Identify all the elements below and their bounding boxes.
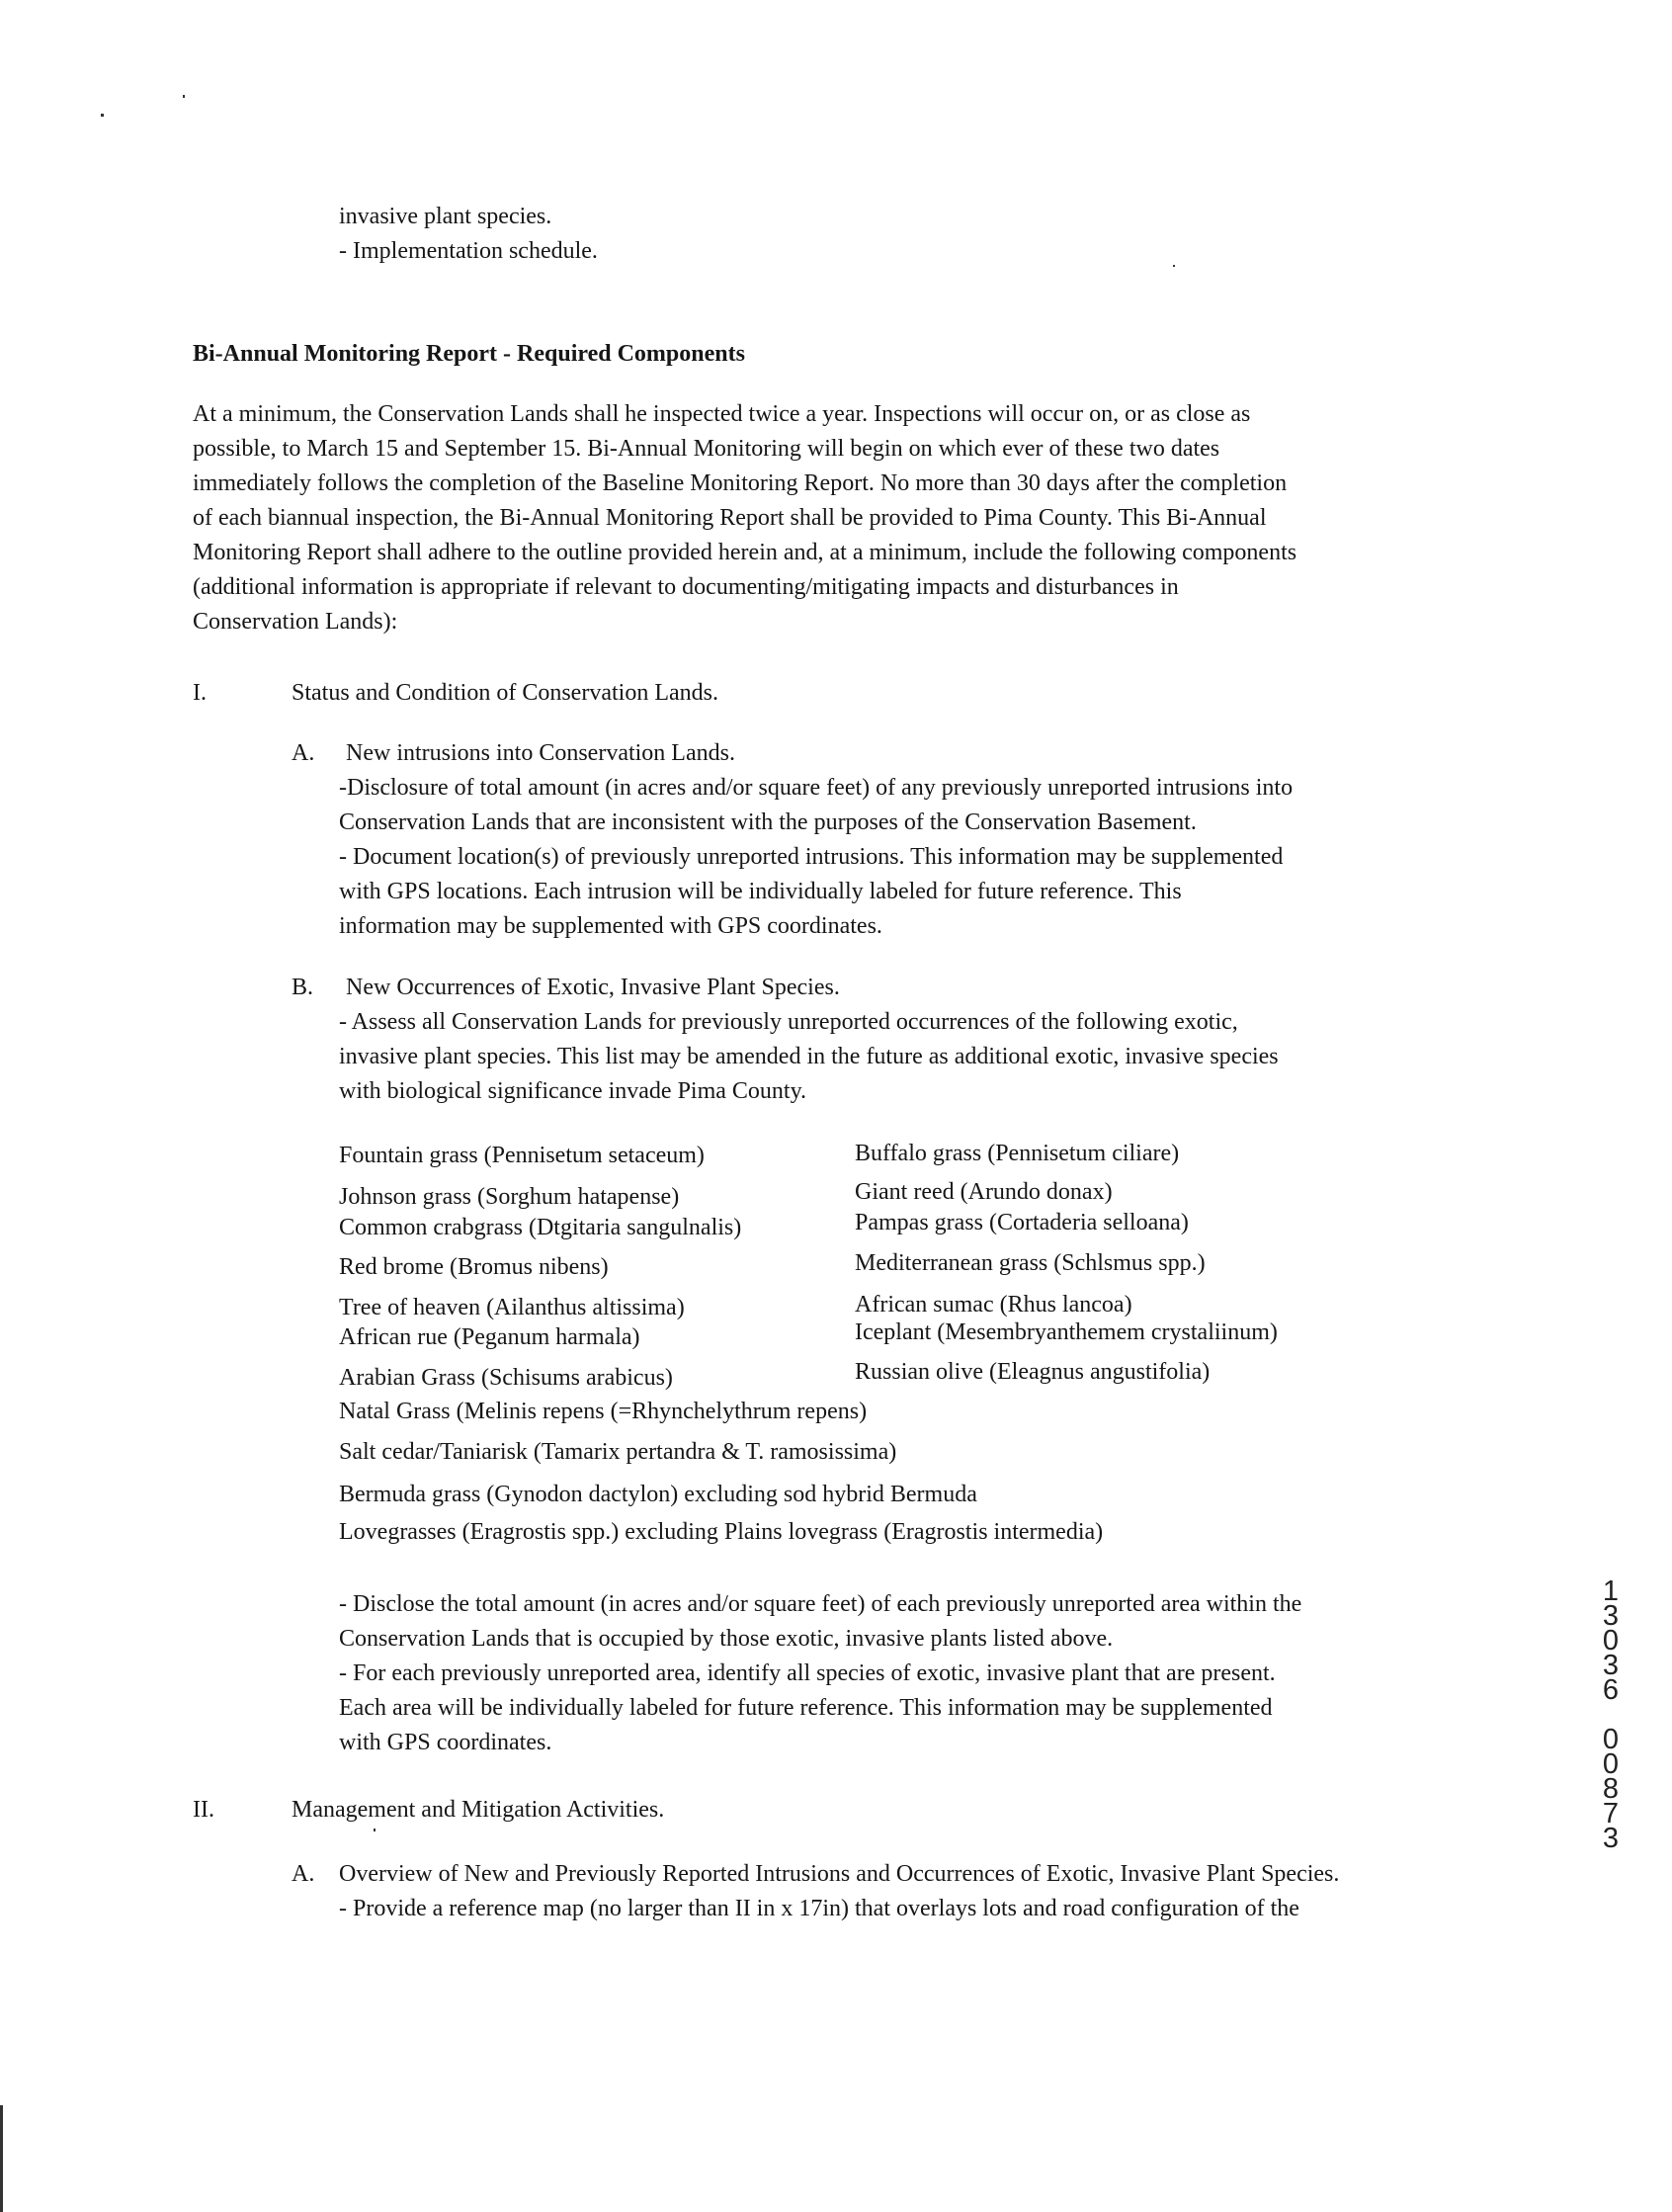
continuation-line: - Implementation schedule.: [339, 238, 598, 264]
species-item: Buffalo grass (Pennisetum ciliare): [855, 1141, 1180, 1166]
section-number: II.: [193, 1797, 214, 1823]
intro-line: (additional information is appropriate if relevant to documenting/mitigating impacts and disturbances in: [193, 574, 1179, 600]
species-item: Natal Grass (Melinis repens (=Rhynchelythrum repens): [339, 1399, 868, 1424]
body-line: Conservation Lands that are inconsistent with the purposes of the Conservation Basement.: [339, 809, 1197, 835]
intro-line: of each biannual inspection, the Bi-Annual Monitoring Report shall be provided to Pima County. This Bi-Annual: [193, 505, 1267, 531]
body-line: - Assess all Conservation Lands for previously unreported occurrences of the following exotic,: [339, 1009, 1238, 1035]
document-number-digit: 8: [1602, 1773, 1620, 1805]
body-line: with GPS locations. Each intrusion will be individually labeled for future reference. This: [339, 879, 1182, 904]
document-number-digit: 7: [1602, 1798, 1620, 1829]
body-line: -Disclosure of total amount (in acres and/or square feet) of any previously unreported intrusions into: [339, 775, 1294, 801]
species-item: Arabian Grass (Schisums arabicus): [339, 1365, 673, 1391]
intro-line: possible, to March 15 and September 15. Bi-Annual Monitoring will begin on which ever of these two dates: [193, 436, 1220, 462]
intro-line: Conservation Lands):: [193, 609, 398, 635]
species-item: Red brome (Bromus nibens): [339, 1254, 609, 1280]
section-title: Management and Mitigation Activities.: [292, 1797, 665, 1823]
body-line: information may be supplemented with GPS coordinates.: [339, 913, 882, 939]
subsection-letter: B.: [292, 975, 314, 1000]
species-item: Iceplant (Mesembryanthemem crystaliinum): [855, 1319, 1278, 1345]
species-item: Lovegrasses (Eragrostis spp.) excluding Plains lovegrass (Eragrostis intermedia): [339, 1519, 1104, 1545]
document-number-digit: 3: [1602, 1823, 1620, 1854]
scan-speck: [1173, 265, 1175, 267]
continuation-line: invasive plant species.: [339, 204, 552, 229]
species-item: Common crabgrass (Dtgitaria sangulnalis): [339, 1215, 742, 1240]
subsection-letter: A.: [292, 740, 315, 766]
scan-speck: [374, 1829, 376, 1831]
intro-line: immediately follows the completion of the Baseline Monitoring Report. No more than 30 days after the completion: [193, 470, 1288, 496]
body-line: with GPS coordinates.: [339, 1730, 552, 1755]
species-item: Pampas grass (Cortaderia selloana): [855, 1210, 1189, 1235]
species-item: Giant reed (Arundo donax): [855, 1179, 1113, 1205]
subsection-title: New Occurrences of Exotic, Invasive Plant Species.: [346, 975, 840, 1000]
body-line: - Provide a reference map (no larger than II in x 17in) that overlays lots and road configuration of the: [339, 1896, 1299, 1921]
body-line: with biological significance invade Pima County.: [339, 1078, 807, 1104]
body-line: invasive plant species. This list may be amended in the future as additional exotic, invasive species: [339, 1044, 1279, 1069]
document-number-digit: 6: [1602, 1674, 1620, 1706]
document-number-digit: 3: [1602, 1600, 1620, 1632]
subsection-title: Overview of New and Previously Reported Intrusions and Occurrences of Exotic, Invasive Plant Species.: [339, 1861, 1340, 1887]
intro-line: Monitoring Report shall adhere to the outline provided herein and, at a minimum, include the following components: [193, 540, 1297, 565]
document-number-digit: 0: [1602, 1724, 1620, 1755]
body-line: - Document location(s) of previously unreported intrusions. This information may be supplemented: [339, 844, 1284, 870]
body-line: - For each previously unreported area, identify all species of exotic, invasive plant that are present.: [339, 1660, 1276, 1686]
document-number-digit: 0: [1602, 1748, 1620, 1780]
species-item: Salt cedar/Taniarisk (Tamarix pertandra & T. ramosissima): [339, 1439, 897, 1465]
species-item: African rue (Peganum harmala): [339, 1324, 640, 1350]
species-item: Fountain grass (Pennisetum setaceum): [339, 1143, 705, 1168]
species-item: Johnson grass (Sorghum hatapense): [339, 1184, 680, 1210]
subsection-letter: A.: [292, 1861, 315, 1887]
document-number-digit: 3: [1602, 1650, 1620, 1681]
species-item: Mediterranean grass (Schlsmus spp.): [855, 1250, 1206, 1276]
species-item: Russian olive (Eleagnus angustifolia): [855, 1359, 1211, 1385]
section-number: I.: [193, 680, 207, 706]
scan-speck: [183, 95, 185, 98]
species-item: African sumac (Rhus lancoa): [855, 1292, 1132, 1318]
section-title: Status and Condition of Conservation Lands.: [292, 680, 718, 706]
scan-speck: [101, 114, 104, 117]
document-number-digit: 0: [1602, 1625, 1620, 1657]
intro-line: At a minimum, the Conservation Lands shall he inspected twice a year. Inspections will occur on, or as close as: [193, 401, 1251, 427]
document-number: [1596, 1575, 1626, 1854]
document-number-digit: 1: [1602, 1575, 1620, 1607]
body-line: Each area will be individually labeled for future reference. This information may be supplemented: [339, 1695, 1273, 1721]
subsection-title: New intrusions into Conservation Lands.: [346, 740, 735, 766]
section-heading: Bi-Annual Monitoring Report - Required Components: [193, 341, 745, 367]
species-item: Bermuda grass (Gynodon dactylon) excluding sod hybrid Bermuda: [339, 1482, 977, 1507]
scan-edge-mark: [0, 2105, 3, 2212]
body-line: Conservation Lands that is occupied by those exotic, invasive plants listed above.: [339, 1626, 1114, 1652]
body-line: - Disclose the total amount (in acres and/or square feet) of each previously unreported area within the: [339, 1591, 1302, 1617]
species-item: Tree of heaven (Ailanthus altissima): [339, 1295, 685, 1320]
